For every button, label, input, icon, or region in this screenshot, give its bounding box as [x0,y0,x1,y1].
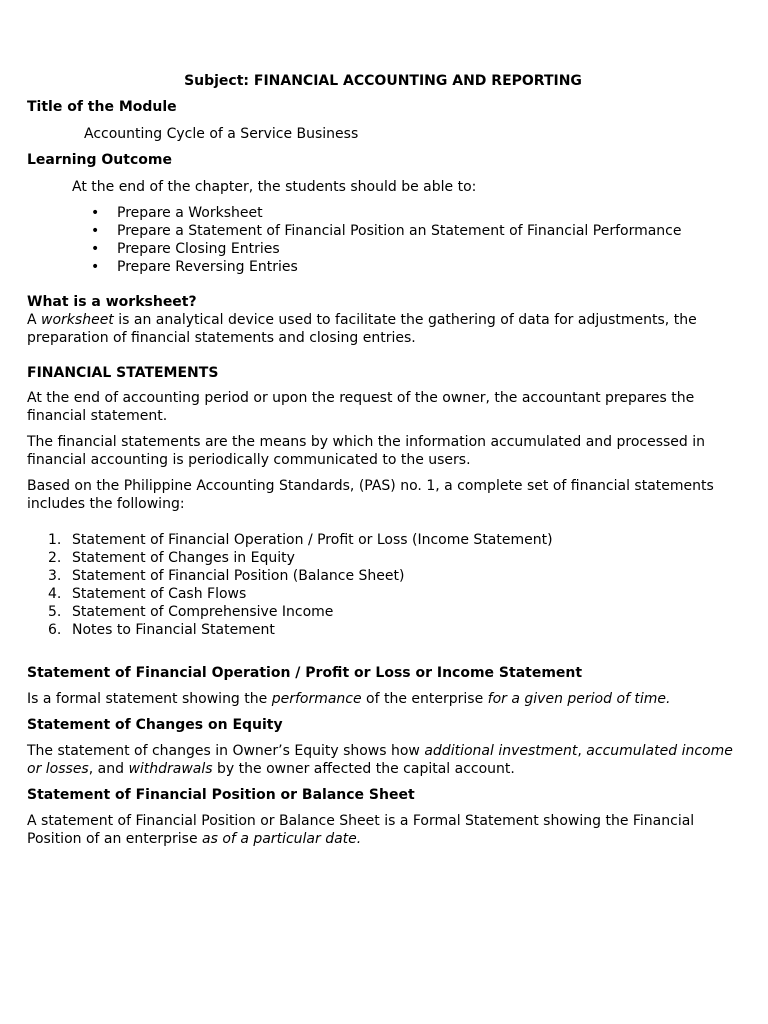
list-item [48,531,739,549]
worksheet-heading: What is a worksheet? [27,294,197,310]
list-item [48,567,739,585]
document-page [27,72,739,848]
text-segment: , and [88,761,129,777]
text-segment: of the enterprise [361,691,488,707]
list-text: Statement of Comprehensive Income [72,604,334,620]
list-item [48,621,739,639]
list-item: • Prepare Reversing Entries [91,258,739,276]
list-item: • Prepare a Worksheet [91,204,739,222]
text-segment: , [577,743,587,759]
emphasis-text: performance [271,691,362,707]
list-item [48,603,739,621]
list-text: Statement of Financial Operation / Profit or Loss (Income Statement) [72,532,553,548]
income-statement-heading: Statement of Financial Operation / Profit or Loss or Income Statement [27,665,583,681]
emphasis-text: as of a particular date. [202,831,362,847]
text-segment: The statement of changes in Owner’s Equity shows how [27,743,425,759]
text-segment: by the owner affected the capital account. [212,761,515,777]
emphasis-text: accumulated income or losses [27,743,733,777]
list-text: Statement of Financial Position (Balance Sheet) [72,568,405,584]
learning-outcome-list [27,204,739,276]
module-heading: Title of the Module [27,99,177,115]
list-number: 6. [48,622,62,638]
list-text: Notes to Financial Statement [72,622,275,638]
learning-outcome-intro: At the end of the chapter, the students should be able to: [72,179,477,195]
list-item [48,585,739,603]
list-text: Statement of Cash Flows [72,586,247,602]
financial-statements-heading: FINANCIAL STATEMENTS [27,365,219,381]
list-text: Statement of Changes in Equity [72,550,295,566]
emphasis-text: worksheet [41,312,114,328]
worksheet-definition [27,311,739,347]
list-number: 2. [48,550,62,566]
list-number: 4. [48,586,62,602]
emphasis-text: additional investment [424,743,578,759]
changes-equity-definition [27,742,739,778]
balance-sheet-heading: Statement of Financial Position or Balance Sheet [27,787,415,803]
module-title: Accounting Cycle of a Service Business [84,126,359,142]
text-segment: Is a formal statement showing the [27,691,272,707]
learning-outcome-heading: Learning Outcome [27,152,172,168]
subject-title: Subject: FINANCIAL ACCOUNTING AND REPORTING [184,73,582,89]
financial-statements-para-2: The financial statements are the means by which the information accumulated and processed in financial accounting is periodically communicated to the users. [27,434,706,468]
financial-statements-para-1: At the end of accounting period or upon the request of the owner, the accountant prepares the financial statement. [27,390,695,424]
list-number: 3. [48,568,62,584]
text-segment: A [27,312,42,328]
emphasis-text: withdrawals [128,761,213,777]
financial-statements-para-3: Based on the Philippine Accounting Standards, (PAS) no. 1, a complete set of financial statements includes the following: [27,478,714,512]
list-item: • Prepare a Statement of Financial Position an Statement of Financial Performance [91,222,739,240]
list-number: 1. [48,532,62,548]
income-statement-definition [27,690,739,708]
emphasis-text: for a given period of time. [487,691,671,707]
changes-equity-heading: Statement of Changes on Equity [27,717,283,733]
list-number: 5. [48,604,62,620]
list-item: • Prepare Closing Entries [91,240,739,258]
balance-sheet-definition [27,812,739,848]
text-segment: is an analytical device used to facilitate the gathering of data for adjustments, the preparation of financial statements and closing entries. [27,312,697,346]
text-segment: A statement of Financial Position or Balance Sheet is a Formal Statement showing the Financial Position of an enterprise [27,813,695,847]
list-item [48,549,739,567]
financial-statements-list [27,531,739,639]
